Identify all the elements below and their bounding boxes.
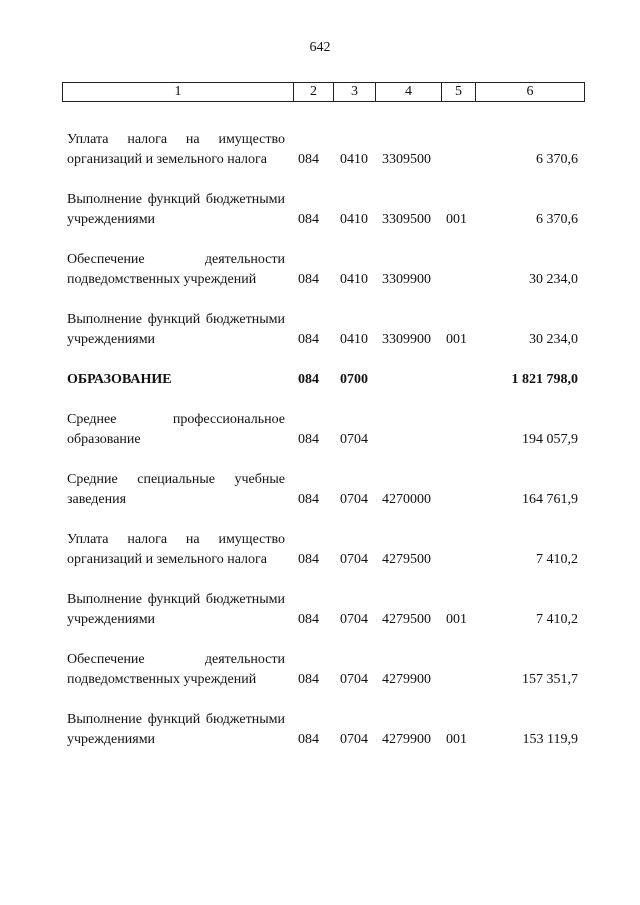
row-col-4: 3309500 — [382, 152, 431, 167]
page-number: 642 — [309, 40, 331, 55]
row-name: Выполнение функций бюджетными учреждениями — [67, 592, 285, 627]
row-amount: 30 234,0 — [529, 272, 578, 287]
row-amount: 7 410,2 — [536, 612, 578, 627]
table-row — [0, 250, 640, 290]
row-name: Обеспечение деятельности подведомственных учреждений — [67, 252, 285, 287]
row-name: Выполнение функций бюджетными учреждениями — [67, 312, 285, 347]
row-amount: 153 119,9 — [522, 732, 578, 747]
row-name: Выполнение функций бюджетными учреждениями — [67, 712, 285, 747]
row-col-2: 084 — [298, 672, 319, 687]
row-amount: 194 057,9 — [522, 432, 578, 447]
row-amount: 6 370,6 — [536, 212, 578, 227]
row-amount: 6 370,6 — [536, 152, 578, 167]
table-header — [62, 82, 585, 102]
row-col-3: 0410 — [340, 272, 368, 287]
row-col-4: 4279900 — [382, 732, 431, 747]
header-col-4: 4 — [376, 83, 442, 101]
row-col-2: 084 — [298, 612, 319, 627]
row-col-2: 084 — [298, 492, 319, 507]
header-col-1: 1 — [63, 83, 294, 101]
row-col-3: 0410 — [340, 332, 368, 347]
header-col-5: 5 — [442, 83, 476, 101]
row-col-2: 084 — [298, 732, 319, 747]
row-col-4: 4270000 — [382, 492, 431, 507]
table-row — [0, 470, 640, 510]
row-col-2: 084 — [298, 212, 319, 227]
row-col-4: 3309900 — [382, 272, 431, 287]
row-col-3: 0704 — [340, 552, 368, 567]
row-name: Среднее профессиональное образование — [67, 412, 285, 447]
table-row — [0, 190, 640, 230]
row-col-4: 3309500 — [382, 212, 431, 227]
row-name: Уплата налога на имущество организаций и земельного налога — [67, 132, 285, 167]
table-row — [0, 710, 640, 750]
table-row — [0, 590, 640, 630]
row-amount: 1 821 798,0 — [511, 372, 578, 387]
table-row — [0, 130, 640, 170]
row-col-2: 084 — [298, 372, 319, 387]
header-col-3: 3 — [334, 83, 376, 101]
row-col-2: 084 — [298, 552, 319, 567]
row-col-3: 0704 — [340, 612, 368, 627]
row-col-3: 0410 — [340, 212, 368, 227]
row-col-4: 4279500 — [382, 612, 431, 627]
row-col-3: 0700 — [340, 372, 368, 387]
row-name: Обеспечение деятельности подведомственных учреждений — [67, 652, 285, 687]
table-row — [0, 530, 640, 570]
row-col-5: 001 — [446, 732, 467, 747]
row-amount: 157 351,7 — [522, 672, 578, 687]
table-row — [0, 650, 640, 690]
table-row — [0, 410, 640, 450]
row-col-2: 084 — [298, 152, 319, 167]
row-col-5: 001 — [446, 212, 467, 227]
row-amount: 7 410,2 — [536, 552, 578, 567]
row-name: Выполнение функций бюджетными учреждениями — [67, 192, 285, 227]
row-col-3: 0410 — [340, 152, 368, 167]
row-col-5: 001 — [446, 332, 467, 347]
row-name: Уплата налога на имущество организаций и земельного налога — [67, 532, 285, 567]
row-col-4: 4279900 — [382, 672, 431, 687]
row-col-3: 0704 — [340, 492, 368, 507]
header-col-6: 6 — [526, 84, 534, 99]
row-col-5: 001 — [446, 612, 467, 627]
row-name: ОБРАЗОВАНИЕ — [67, 372, 172, 387]
row-col-3: 0704 — [340, 732, 368, 747]
row-name: Средние специальные учебные заведения — [67, 472, 285, 507]
row-amount: 164 761,9 — [522, 492, 578, 507]
row-col-3: 0704 — [340, 672, 368, 687]
table-row — [0, 310, 640, 350]
row-col-4: 3309900 — [382, 332, 431, 347]
row-amount: 30 234,0 — [529, 332, 578, 347]
table-row — [0, 350, 640, 390]
row-col-3: 0704 — [340, 432, 368, 447]
row-col-2: 084 — [298, 272, 319, 287]
row-col-4: 4279500 — [382, 552, 431, 567]
header-col-2: 2 — [294, 83, 334, 101]
row-col-2: 084 — [298, 332, 319, 347]
row-col-2: 084 — [298, 432, 319, 447]
